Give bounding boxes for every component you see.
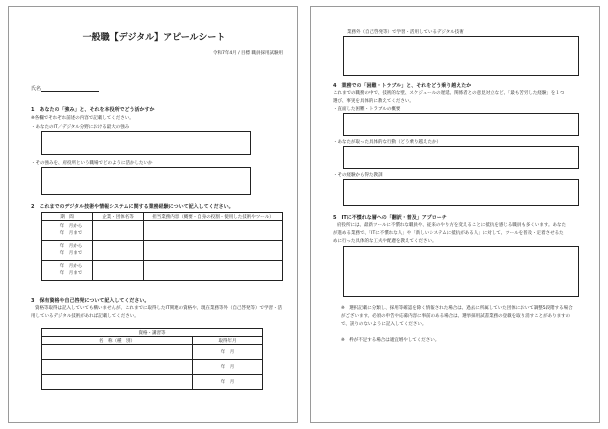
qualification-name-header: 名 称（種 別） [42,337,193,345]
q4-body-line2: 選び、事実を具体的に教えてください。 [333,99,414,104]
exam-info: 令和7年4月 / 目標 職員採用試験用 [212,51,283,56]
self-study-label: 業務外（自己啓発等）で学習・活用しているデジタル技術 [347,30,464,35]
lesson-learned-field[interactable] [343,179,579,206]
organization-cell[interactable] [93,221,144,241]
note-1: ※ 選択記載に分類し、採用等確認を除く情報された場合は、過去に所属していた団体において調整5段階する場合がございます。必須の申告や応募内容に事前のある場合は、選挙採用試書業務の登載を取り消すことがありますので、誤りのないように記入してください。 [341,306,573,327]
duties-header: 担当業務内容（概要・自身の役割・使用した技術やツール） [144,213,283,221]
acquired-date-cell[interactable]: 年 月 [193,360,263,375]
period-cell[interactable] [42,221,93,241]
qualification-name-cell[interactable] [42,375,193,390]
q4-heading: 4 業務での「困難・トラブル」と、それをどう乗り越えたか [333,83,472,89]
period-header: 期 間 [42,213,93,221]
q1-field2-label: ・その強みを、府役所という職場でどのように活かしたいか [31,161,153,166]
qualifications-table [41,328,263,390]
q1-application-field[interactable] [41,167,251,195]
q3-heading: 3 保有資格や自己啓発について記入してください。 [31,298,150,304]
duties-cell[interactable] [144,241,283,261]
period-cell[interactable] [42,261,93,281]
outreach-approach-field[interactable] [343,246,579,297]
organization-header: 企業・団体名等 [93,213,144,221]
q1-heading: 1 あなたの「強み」と、それを本役所でどう活かすか [31,107,155,113]
table-row [42,360,263,375]
q4-field2-label: ・あなたが取った具体的な行動（どう乗り越えたか） [333,140,441,145]
work-history-table [41,212,283,281]
q5-body-line2: が進める業務で、「ITに不慣れな人」や「新しいシステムに抵抗がある人」に対して、ツールを普及・定着させるた [333,231,564,236]
name-field[interactable] [41,91,99,92]
q4-field3-label: ・その経験から得た教訓 [333,173,383,178]
period-cell[interactable] [42,241,93,261]
acquired-date-cell[interactable]: 年 月 [193,345,263,360]
q1-field1-label: ・あなたのIT／デジタル分野における最大の強み [31,125,130,130]
q5-heading: 5 ITに不慣れな層への「翻訳・普及」アプローチ [333,215,447,221]
name-label: 氏名 [31,86,42,92]
duties-cell[interactable] [144,221,283,241]
qualification-name-cell[interactable] [42,345,193,360]
action-taken-field[interactable] [343,146,579,169]
duties-cell[interactable] [144,261,283,281]
qualifications-table-title: 資格・講習等 [42,329,263,337]
q1-strength-field[interactable] [41,131,251,155]
period-to: 年 月まで [59,230,83,236]
page-1 [8,6,298,423]
note-2: ※ 枠が不足する場合は適宜増やしてください。 [341,338,440,343]
table-row [42,375,263,390]
q5-body-line3: めに行った具体的な工夫や配慮を教えてください。 [333,239,437,244]
organization-cell[interactable] [93,241,144,261]
page-2 [310,6,600,423]
period-to: 年 月まで [59,270,83,276]
organization-cell[interactable] [93,261,144,281]
q2-heading: 2 これまでのデジタル技術や情報システムに関する業務経験について記入してください。 [31,204,234,210]
self-study-field[interactable] [343,36,579,76]
period-to: 年 月まで [59,250,83,256]
qualification-name-cell[interactable] [42,360,193,375]
period-from: 年 月から [59,244,83,249]
page-title: 一般職【デジタル】アピールシート [82,33,226,43]
q4-field1-label: ・直面した困難・トラブルの概要 [333,107,401,112]
q4-body-line1: これまでの職務の中で、技術的な壁、スケジュールの遅延、関係者との意見対立など、「最も苦労した経験」を１つ [333,91,565,96]
table-row [42,241,283,261]
q3-body-line1: 資格等取得は記入していても構いませんが、これまでに取得したIT関連の資格や、現在業務等外（自己啓発等）で学習・活 [35,306,282,311]
q1-note: ※各欄でそれぞれ前述の内容で記載してください。 [31,116,134,121]
q3-body-line2: 用しているデジタル技術があれば記載してください。 [31,314,139,319]
period-from: 年 月から [59,264,83,269]
q5-body-line1: 府役所には、最新ツールに不慣れな職員や、従来のやり方を変えることに抵抗を感じる職員も多くいます。あなた [337,223,566,228]
table-row [42,345,263,360]
acquired-date-cell[interactable]: 年 月 [193,375,263,390]
acquired-date-header: 取得年月 [193,337,263,345]
trouble-summary-field[interactable] [343,113,579,136]
table-row [42,221,283,241]
period-from: 年 月から [59,224,83,229]
table-row [42,261,283,281]
